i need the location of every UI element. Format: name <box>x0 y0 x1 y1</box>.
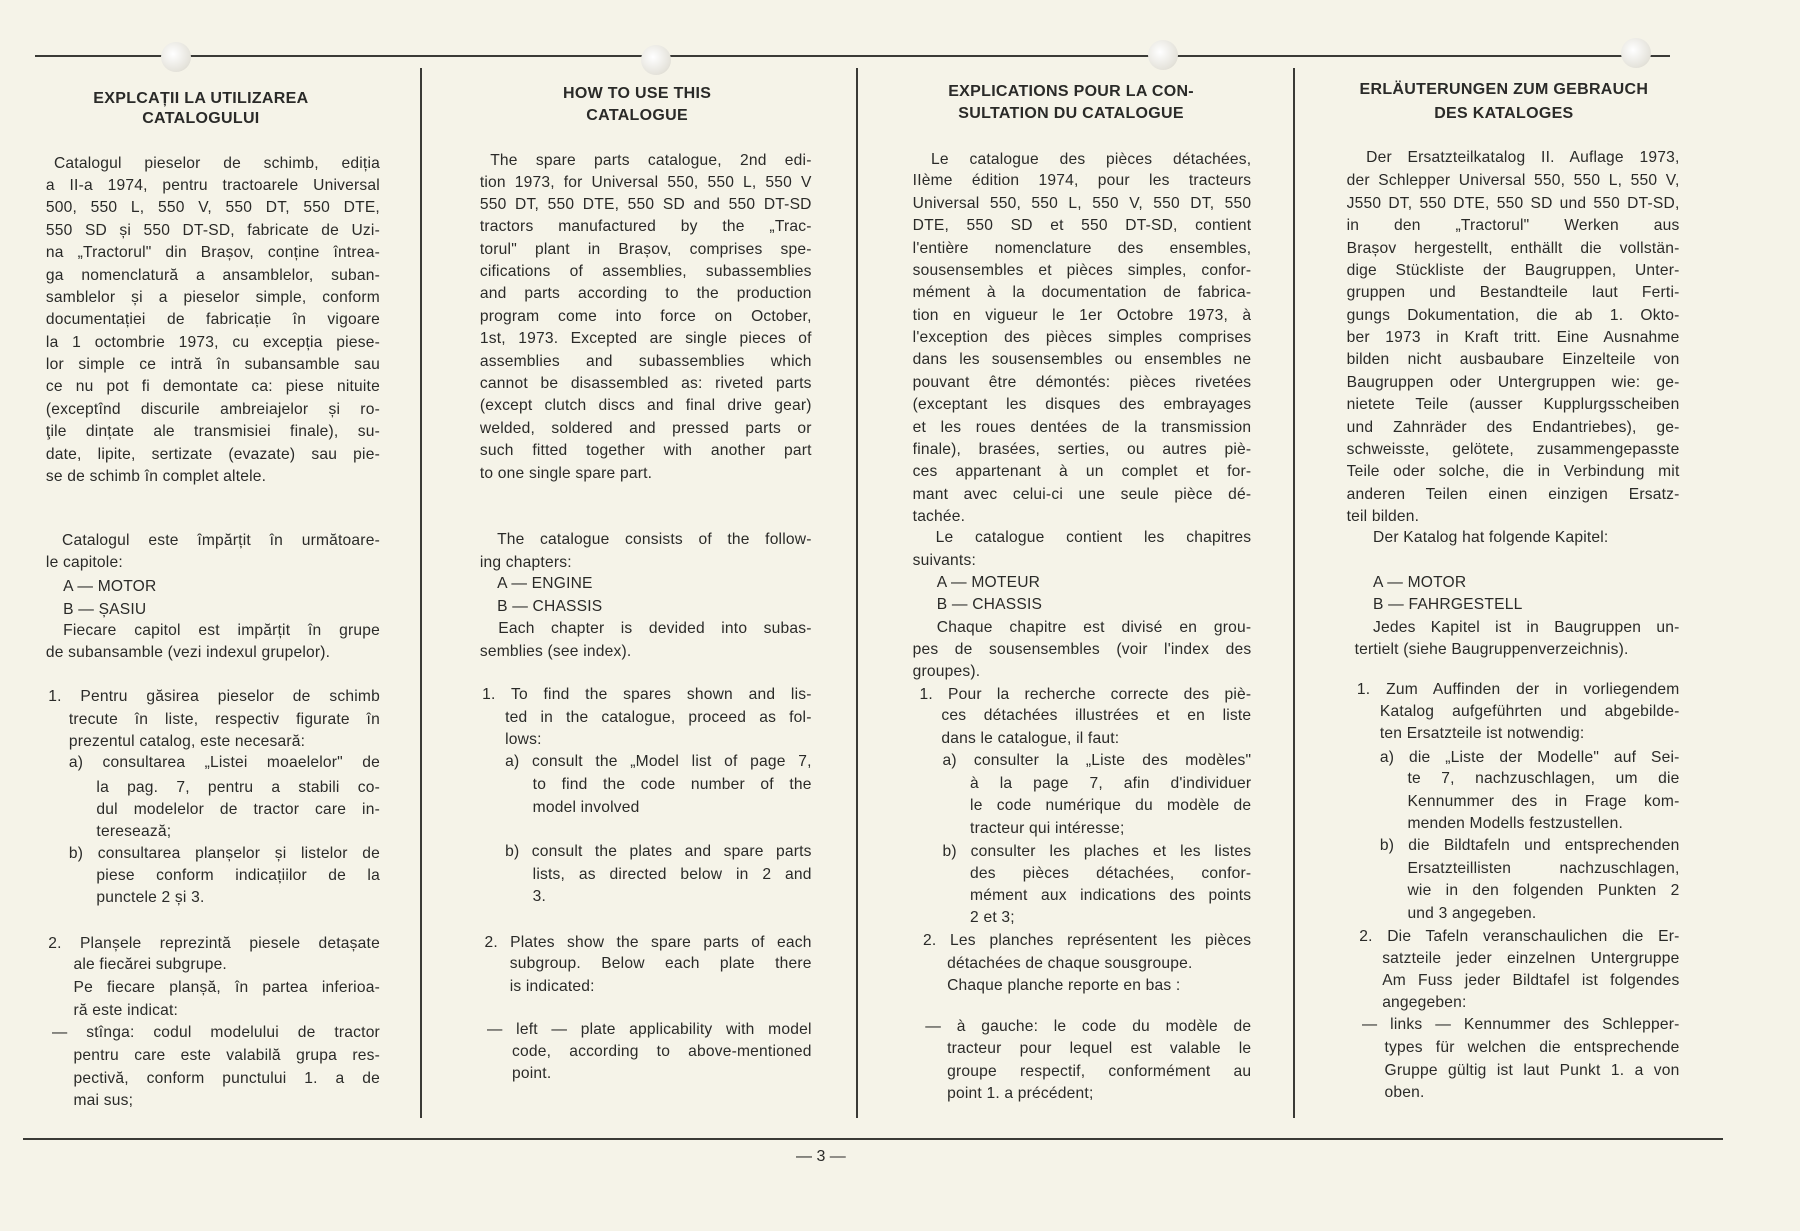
text-line: tertielt (siehe Baugruppenverzeichnis). <box>1354 640 1629 658</box>
text-line: lists, as directed below in 2 and <box>532 865 812 883</box>
text-line: ţile dințate ale transmisiei finale), su- <box>45 423 380 441</box>
text-line: und Zahnräder des Endantriebes), ge- <box>1346 418 1680 436</box>
text-line: in den „Tractorul" Werken aus <box>1346 217 1680 235</box>
text-line: Katalog aufgeführten und abgebilde- <box>1379 702 1680 720</box>
text-line: wie in den folgenden Punkten 2 <box>1407 882 1680 900</box>
text-line: piese conform indicațiilor de la <box>96 866 380 884</box>
text-line: se de schimb în complet altele. <box>45 467 267 485</box>
text-line: la pag. 7, pentru a stabili co- <box>96 778 380 796</box>
text-line: b) die Bildtafeln und entsprechenden <box>1379 837 1680 855</box>
text-line: date, lipite, sertizate (evazate) sau pie- <box>45 445 380 463</box>
text-line: pectivă, conform punctului 1. a de <box>73 1069 380 1087</box>
text-line: pouvant être démontés: pièces rivetées <box>912 373 1252 391</box>
text-line: 2 et 3; <box>970 909 1015 927</box>
text-line: ces détachées illustrées et en liste <box>941 707 1252 725</box>
text-line: mément à la documentation de fabrica- <box>912 284 1252 302</box>
text-line: B — ȘASIU <box>63 600 147 618</box>
text-line: dul modelelor de tractor care in- <box>96 800 380 818</box>
text-line: ing chapters: <box>479 553 572 571</box>
text-line: A — MOTOR <box>1373 574 1467 592</box>
text-line: tion 1973, for Universal 550, 550 L, 550 V <box>479 173 812 191</box>
bottom-rule <box>23 1138 1723 1140</box>
text-line: — à gauche: le code du modèle de <box>925 1018 1252 1036</box>
text-line: oben. <box>1384 1083 1425 1101</box>
text-line: assemblies and subassemblies which <box>479 352 812 370</box>
text-line: welded, soldered and pressed parts or <box>479 419 812 437</box>
text-line: suivants: <box>912 552 976 570</box>
text-line: ale fiecărei subgrupe. <box>73 956 227 974</box>
text-line: lows: <box>505 730 542 748</box>
text-line: — left — plate applicability with model <box>486 1020 812 1038</box>
text-line: le code numérique du modèle de <box>970 797 1252 815</box>
text-line: Der Katalog hat folgende Kapitel: <box>1373 529 1609 547</box>
text-line: tracteur pour lequel est valable le <box>947 1040 1252 1058</box>
text-line: pentru care este valabilă grupa res- <box>73 1047 380 1065</box>
text-line: DTE, 550 SD et 550 DT-SD, contient <box>912 217 1252 235</box>
column-title: CATALOGUE <box>586 106 688 124</box>
text-line: a) die „Liste der Modelle" auf Sei- <box>1379 748 1680 766</box>
text-line: bilden nicht ausbaubare Einzelteile von <box>1346 351 1680 369</box>
text-line: A — MOTEUR <box>936 574 1041 592</box>
text-line: (exceptînd discurile ambreiajelor și ro- <box>45 400 380 418</box>
text-line: program come into force on October, <box>479 307 812 325</box>
text-line: a) consultarea „Listei moaelelor" de <box>68 754 380 772</box>
text-line: subgroup. Below each plate there <box>509 955 812 973</box>
text-line: Fiecare capitol est impărțit în grupe <box>63 622 380 640</box>
text-line: a II-a 1974, pentru tractoarele Universal <box>45 176 380 194</box>
text-line: a) consulter la „Liste des modèles" <box>942 752 1252 770</box>
text-line: Baugruppen oder Untergruppen wie: ge- <box>1346 373 1680 391</box>
text-line: mant avec celui-ci une seule pièce dé- <box>912 485 1252 503</box>
text-line: de subansamble (vezi indexul grupelor). <box>45 644 331 662</box>
column-divider <box>856 68 858 1118</box>
text-line: l'exception des pièces simples comprises <box>912 329 1252 347</box>
text-line: dans le catalogue, il faut: <box>941 729 1120 747</box>
text-line: 500, 550 L, 550 V, 550 DT, 550 DTE, <box>45 199 380 217</box>
text-line: documentației de fabricație în vigoare <box>45 311 380 329</box>
text-line: is indicated: <box>509 977 595 995</box>
text-line: ces appartenant à un complet et for- <box>912 463 1252 481</box>
text-line: The spare parts catalogue, 2nd edi- <box>490 151 812 169</box>
text-line: B — CHASSIS <box>936 595 1043 613</box>
text-line: et les roues dentées de la transmission <box>912 418 1252 436</box>
text-line: Der Ersatzteilkatalog II. Auflage 1973, <box>1366 149 1680 167</box>
text-line: ber 1973 in Kraft tritt. Eine Ausnahme <box>1346 329 1680 347</box>
text-line: IIème édition 1974, pour les tracteurs <box>912 172 1252 190</box>
text-line: la 1 octombrie 1973, cu excepția piese- <box>45 333 380 351</box>
punch-hole <box>161 42 191 72</box>
column-title: SULTATION DU CATALOGUE <box>958 104 1184 122</box>
text-line: na „Tractorul" din Brașov, conține întrea- <box>45 244 380 262</box>
text-line: 1. To find the spares shown and lis- <box>482 685 812 703</box>
text-line: point. <box>512 1064 552 1082</box>
text-line: Kennummer des in Frage kom- <box>1407 792 1680 810</box>
text-line: cifications of assemblies, subassemblies <box>479 263 812 281</box>
text-line: The catalogue consists of the follow- <box>497 530 812 548</box>
text-line: teresează; <box>96 823 172 841</box>
column-title: CATALOGULUI <box>142 110 260 128</box>
text-line: le capitole: <box>45 553 123 571</box>
text-line: 3. <box>532 888 547 906</box>
text-line: Chaque planche reporte en bas : <box>947 977 1181 995</box>
text-line: Chaque chapitre est divisé en grou- <box>936 618 1252 636</box>
text-line: 2. Planșele reprezintă piesele detașate <box>48 934 380 952</box>
text-line: dige Stückliste der Baugruppen, Unter- <box>1346 261 1680 279</box>
text-line: types für welchen die entsprechende <box>1384 1039 1680 1057</box>
text-line: tracteur qui intéresse; <box>970 819 1125 837</box>
text-line: (exceptant les disques des embrayages <box>912 396 1252 414</box>
text-line: semblies (see index). <box>479 643 632 661</box>
text-line: satzteile jeder einzelnen Untergruppe <box>1382 949 1680 967</box>
column-title: EXPLICATIONS POUR LA CON- <box>948 82 1194 100</box>
text-line: anderen Teilen einen einzigen Ersatz- <box>1346 485 1680 503</box>
text-line: 2. Plates show the spare parts of each <box>484 933 812 951</box>
text-line: te 7, nachzuschlagen, um die <box>1407 770 1680 788</box>
text-line: Brașov hergestellt, enthällt die vollstän- <box>1346 239 1680 257</box>
text-line: Pe fiecare planșă, în partea inferioa- <box>73 979 380 997</box>
text-line: prezentul catalog, este necesară: <box>68 733 306 751</box>
text-line: 2. Die Tafeln veranschaulichen die Er- <box>1359 927 1680 945</box>
text-line: A — MOTOR <box>63 577 157 595</box>
text-line: mément aux indications des points <box>970 887 1252 904</box>
text-line: Gruppe gültig ist laut Punkt 1. a von <box>1384 1061 1680 1079</box>
text-line: cannot be disassembled as: riveted parts <box>479 375 812 392</box>
column-divider <box>420 68 422 1118</box>
text-line: Am Fuss jeder Bildtafel ist folgendes <box>1382 971 1680 989</box>
text-line: der Schlepper Universal 550, 550 L, 550 V, <box>1346 172 1680 190</box>
text-line: Ersatzteillisten nachzuschlagen, <box>1407 860 1680 878</box>
text-line: A — ENGINE <box>497 575 593 593</box>
text-line: mai sus; <box>73 1091 134 1109</box>
text-line: and parts according to the production <box>479 285 812 303</box>
text-line: menden Modells festzustellen. <box>1407 815 1623 833</box>
text-line: lor simple ce intră în subansamble sau <box>45 356 380 374</box>
text-line: ce nu pot fi demontate ca: piese nituite <box>45 378 380 396</box>
text-line: b) consult the plates and spare parts <box>505 842 812 860</box>
text-line: point 1. a précédent; <box>947 1085 1094 1103</box>
column-title: HOW TO USE THIS <box>563 85 712 103</box>
text-line: Catalogul este împărțit în următoare- <box>61 531 380 549</box>
text-line: — stînga: codul modelului de tractor <box>51 1024 380 1042</box>
text-line: B — CHASSIS <box>497 598 603 616</box>
page-number: — 3 — <box>796 1148 846 1165</box>
text-line: to one single spare part. <box>479 464 653 482</box>
text-line: des pièces détachées, confor- <box>970 864 1252 882</box>
punch-hole <box>1621 38 1651 68</box>
text-line: Le catalogue contient les chapitres <box>935 529 1252 547</box>
text-line: groupes). <box>912 663 981 681</box>
text-line: à la page 7, afin d'individuer <box>970 775 1252 793</box>
column-title: EXPLCAȚII LA UTILIZAREA <box>93 89 309 107</box>
text-line: 1. Pentru găsirea pieselor de schimb <box>48 687 380 705</box>
text-line: 1. Zum Auffinden der in vorliegendem <box>1356 680 1680 698</box>
text-line: ga nomenclatură a ansamblelor, suban- <box>45 266 380 284</box>
text-line: torul" plant in Brașov, comprises spe- <box>479 240 812 258</box>
punch-hole <box>1148 40 1178 70</box>
text-line: tion en vigueur le 1er Octobre 1973, à <box>912 306 1252 324</box>
text-line: teil bilden. <box>1346 508 1420 526</box>
punch-hole <box>641 45 671 75</box>
text-line: samblelor și a pieselor simple, conform <box>45 288 380 306</box>
text-line: Teile oder solche, die in Verbindung mit <box>1346 463 1680 481</box>
text-line: l'entière nomenclature des ensembles, <box>912 239 1252 257</box>
text-line: Le catalogue des pièces détachées, <box>931 150 1252 168</box>
text-line: 2. Les planches représentent les pièces <box>922 932 1252 950</box>
text-line: tractors manufactured by the „Trac- <box>479 218 812 236</box>
text-line: 550 DT, 550 DTE, 550 SD and 550 DT-SD <box>479 195 812 213</box>
text-line: J550 DT, 550 DTE, 550 SD und 550 DT-SD, <box>1346 194 1680 212</box>
text-line: Universal 550, 550 L, 550 V, 550 DT, 550 <box>912 194 1252 212</box>
text-line: 550 SD și 550 DT-SD, fabricate de Uzi- <box>45 221 380 239</box>
text-line: ten Ersatzteile ist notwendig: <box>1379 725 1585 743</box>
text-line: model involved <box>532 798 640 816</box>
text-line: trecute în liste, respectiv figurate în <box>68 710 380 728</box>
text-line: — links — Kennummer des Schlepper- <box>1361 1016 1680 1034</box>
text-line: b) consulter les plaches et les listes <box>942 842 1252 860</box>
column-title: DES KATALOGES <box>1434 104 1574 122</box>
text-line: punctele 2 și 3. <box>96 889 205 907</box>
text-line: Catalogul pieselor de schimb, ediția <box>53 155 380 173</box>
text-line: 1st, 1973. Excepted are single pieces of <box>479 330 812 348</box>
text-line: code, according to above-mentioned <box>512 1042 812 1060</box>
text-line: angegeben: <box>1382 994 1467 1012</box>
text-line: a) consult the „Model list of page 7, <box>505 753 812 771</box>
column-divider <box>1293 68 1295 1118</box>
text-line: schweisste, gelötete, zusammengepasste <box>1346 441 1680 459</box>
text-line: sousensembles et pièces simples, confor- <box>912 261 1252 279</box>
text-line: Each chapter is devided into subas- <box>498 620 812 638</box>
text-line: finale), brasées, serties, ou autres piè- <box>912 441 1252 459</box>
column-title: ERLÄUTERUNGEN ZUM GEBRAUCH <box>1359 80 1649 98</box>
text-line: 1. Pour la recherche correcte des piè- <box>919 685 1252 703</box>
text-line: pes de sousensembles (voir l'index des <box>912 640 1252 658</box>
text-line: dans les sousensembles ou ensembles ne <box>912 351 1252 369</box>
text-line: gungs Dokumentation, die ab 1. Okto- <box>1346 306 1680 324</box>
text-line: und 3 angegeben. <box>1407 904 1537 922</box>
text-line: b) consultarea planșelor și listelor de <box>68 845 380 863</box>
top-rule <box>35 55 1670 57</box>
text-line: gruppen und Bestandteile laut Ferti- <box>1346 284 1680 302</box>
text-line: groupe respectif, conformément au <box>947 1062 1252 1080</box>
text-line: B — FAHRGESTELL <box>1373 595 1523 613</box>
text-line: such fitted together with another part <box>479 442 812 460</box>
text-line: tachée. <box>912 508 966 526</box>
text-line: Jedes Kapitel ist in Baugruppen un- <box>1373 618 1680 636</box>
text-line: ted in the catalogue, proceed as fol- <box>505 708 812 726</box>
text-line: to find the code number of the <box>532 776 812 794</box>
text-line: détachées de chaque sousgroupe. <box>947 955 1193 973</box>
text-line: nietete Teile (ausser Kupplurgsscheiben <box>1346 396 1680 414</box>
text-line: (except clutch discs and final drive gear) <box>479 397 812 415</box>
text-line: ră este indicat: <box>73 1001 179 1019</box>
